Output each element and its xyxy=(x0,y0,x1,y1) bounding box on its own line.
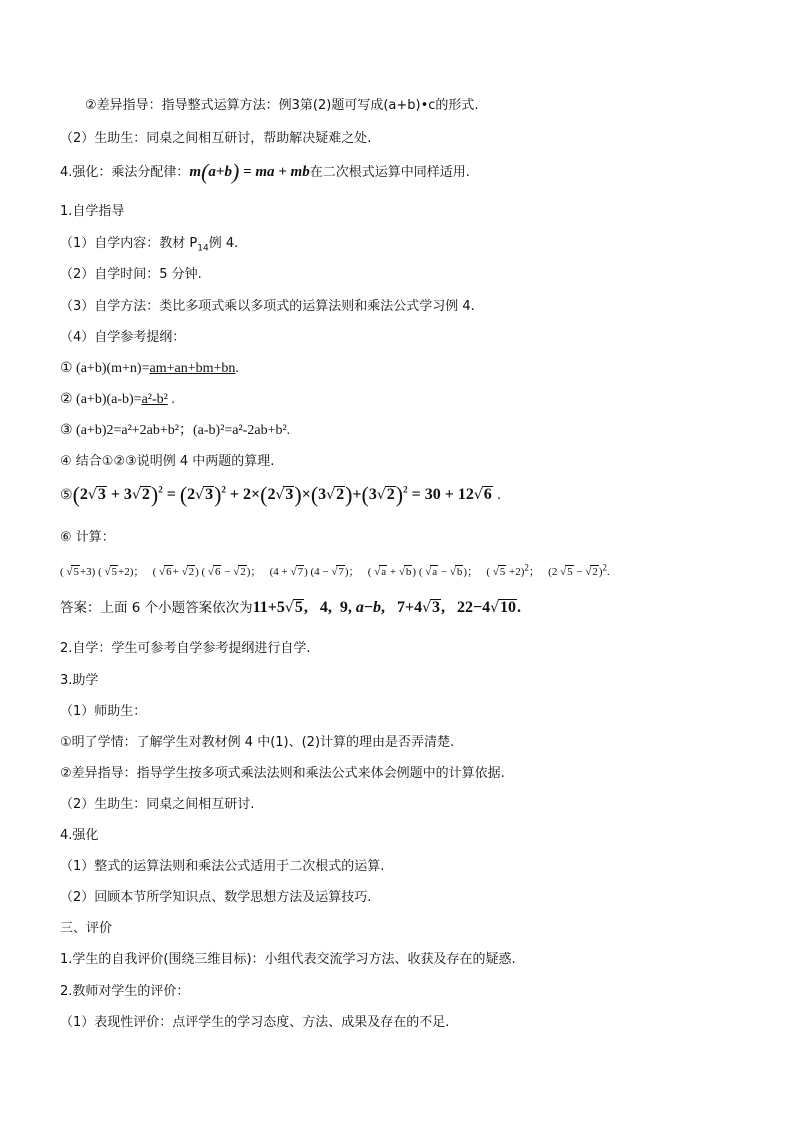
outline-item-1: ① (a+b)(m+n)=am+an+bm+bn. xyxy=(60,361,239,376)
line-study-content: （1）自学内容：教材 $P_{14}$例 4. xyxy=(60,236,239,254)
section-assisted-study: 3.助学 xyxy=(60,673,99,688)
worked-formula: ⑤(2√3 + $3√2)^2 = (2√3)^2 + 2\times(2√3)\times(3√2)+(3√2)^2 = 30 + 12√6$ . xyxy=(60,482,502,507)
line-study-method: （3）自学方法：类比多项式乘以多项式的运算法则和乘法公式学习例 4. xyxy=(60,299,475,314)
answers-values: 11+5√5, 4, 9, a−b, 7+4√3, 22−4√10. xyxy=(252,599,522,616)
line-reinforce-2: （2）回顾本节所学知识点、数学思想方法及运算技巧. xyxy=(60,890,372,905)
line-self-study: 2.自学：学生可参考自学参考提纲进行自学. xyxy=(60,641,311,656)
section-evaluation: 三、评价 xyxy=(60,921,113,936)
distributive-formula: m(a+b) = ma + mb xyxy=(189,159,310,184)
line-understand-situation: ①明了学情：了解学生对教材例 4 中(1)、(2)计算的理由是否弄清楚. xyxy=(60,735,455,750)
section-self-study-guidance: 1.自学指导 xyxy=(60,204,125,219)
line-performance-evaluation: （1）表现性评价：点评学生的学习态度、方法、成果及存在的不足. xyxy=(60,1015,450,1030)
outline-item-2: ② (a+b)(a-b)=a²-b² . xyxy=(60,392,175,407)
outline-item-3: ③ (a+b)2=a²+2ab+b²；(a-b)²=a²-2ab+b². xyxy=(60,423,291,438)
outline-item-5 xyxy=(60,482,502,507)
line-study-time: （2）自学时间：5 分钟. xyxy=(60,267,202,282)
outline-item-6: ⑥ 计算： xyxy=(60,530,115,545)
line-teacher-evaluation: 2.教师对学生的评价： xyxy=(60,984,190,999)
line-teacher-help: （1）师助生： xyxy=(60,704,147,719)
line-self-evaluation: 1.学生的自我评价(围绕三维目标)：小组代表交流学习方法、收获及存在的疑惑. xyxy=(60,952,516,967)
line-distributive-law: 4.强化：乘法分配律：m(a+b) = ma + mb在二次根式运算中同样适用. xyxy=(60,159,470,184)
answers-line: 答案：上面 6 个小题答案依次为11+5√5, 4, 9, a−b, 7+4√3, 22−4√10. xyxy=(60,599,522,616)
line-study-outline: （4）自学参考提纲： xyxy=(60,330,186,345)
line-reinforce-1: （1）整式的运算法则和乘法公式适用于二次根式的运算. xyxy=(60,859,385,874)
line-diff-guidance-1: ②差异指导：指导整式运算方法：例3第(2)题可写成(a+b)•c的形式. xyxy=(85,98,479,113)
line-diff-guidance-2: ②差异指导：指导学生按多项式乘法法则和乘法公式来体会例题中的计算依据. xyxy=(60,766,505,781)
line-student-help-2: （2）生助生：同桌之间相互研讨. xyxy=(60,797,255,812)
calc-exercises: ( √5+3) ( √5+2)； ( √6+ √2) ( √6 − √2)； (4 + √7) (4 − √7)； ( √a + √b) ( √a − √b)； ( √5 +2)$^2$； (2 √5 − √2)$^2$. xyxy=(60,562,610,578)
outline-item-4: ④ 结合①②③说明例 4 中两题的算理. xyxy=(60,454,275,469)
line-student-help-1: （2）生助生：同桌之间相互研讨，帮助解决疑难之处. xyxy=(60,131,372,146)
section-reinforce: 4.强化 xyxy=(60,828,99,843)
